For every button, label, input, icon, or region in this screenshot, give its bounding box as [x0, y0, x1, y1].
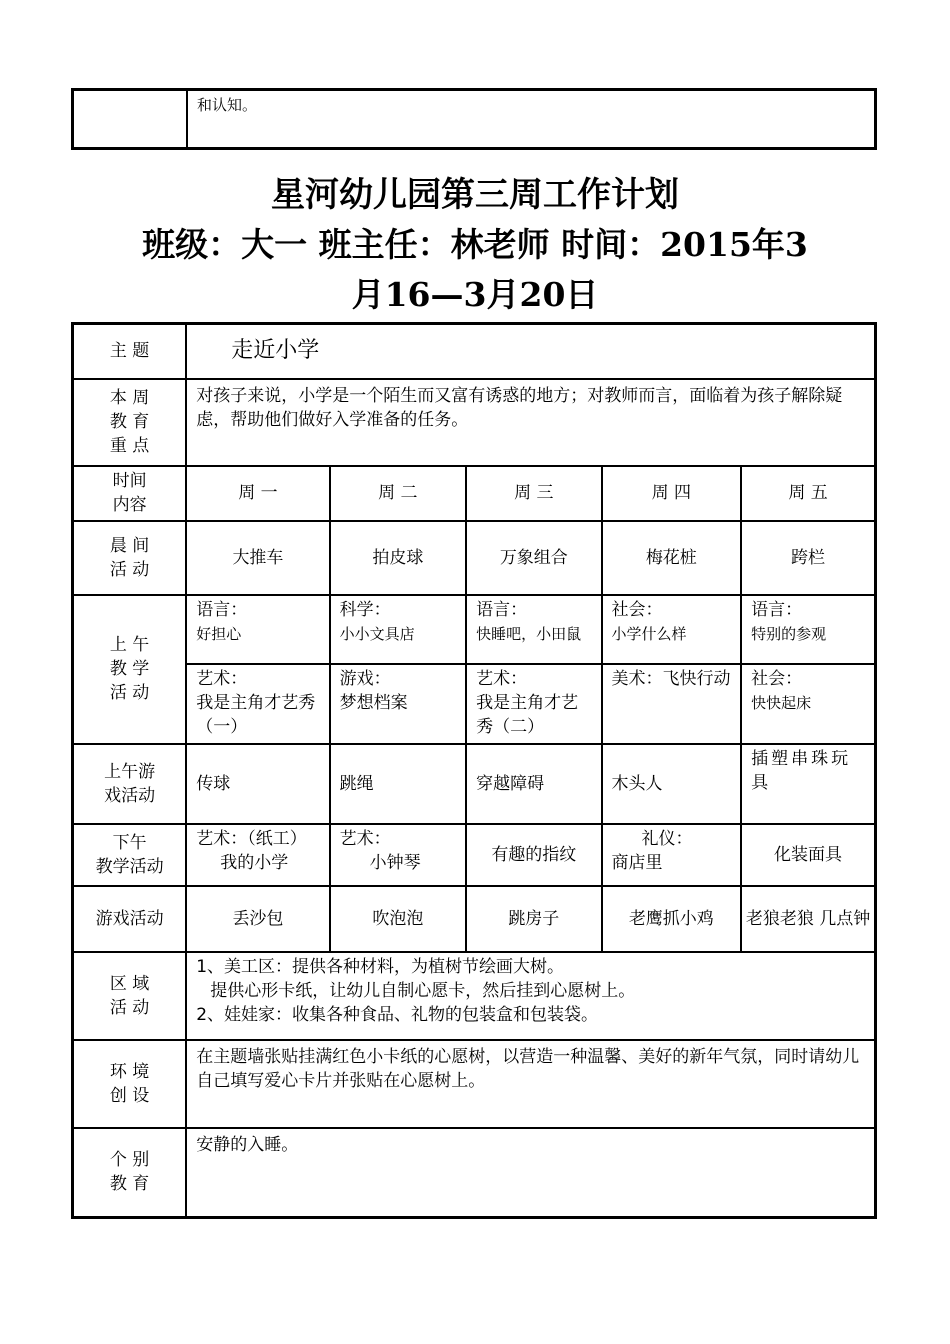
area-row	[73, 952, 876, 1040]
pm-lesson-cell: 艺术：（纸工） 我的小学	[186, 824, 329, 886]
environment-row	[73, 1040, 876, 1128]
morning-row	[73, 521, 876, 595]
morning-activity: 万象组合	[466, 521, 601, 595]
morning-activity: 梅花桩	[602, 521, 742, 595]
pm-lesson-cell: 礼仪： 商店里	[602, 824, 742, 886]
day-header: 周 二	[330, 466, 466, 521]
am-lesson-cell: 语言： 好担心	[186, 595, 329, 664]
days-row	[73, 466, 876, 521]
am-game-row	[73, 744, 876, 824]
area-label: 区 域 活 动	[73, 952, 187, 1040]
theme-label: 主 题	[73, 324, 187, 379]
am-lesson-cell: 语言： 快睡吧，小田鼠	[466, 595, 601, 664]
top-content-cell: 和认知。	[187, 90, 876, 149]
pm-teach-row	[73, 824, 876, 886]
day-header: 周 一	[186, 466, 329, 521]
game-label: 游戏活动	[73, 886, 187, 952]
individual-label: 个 别 教 育	[73, 1128, 187, 1218]
day-header: 周 五	[741, 466, 875, 521]
time-content-label: 时间 内容	[73, 466, 187, 521]
game-cell: 跳房子	[466, 886, 601, 952]
am-teach-row-1	[73, 595, 876, 664]
am-lesson-cell: 美术：飞快行动	[602, 664, 742, 744]
am-game-label: 上午游 戏活动	[73, 744, 187, 824]
morning-activity: 跨栏	[741, 521, 875, 595]
morning-activity: 拍皮球	[330, 521, 466, 595]
am-lesson-cell: 艺术： 我是主角才艺秀（一）	[186, 664, 329, 744]
date-range-line: 月16—3月20日	[351, 275, 599, 314]
pm-lesson-cell: 化装面具	[741, 824, 875, 886]
am-game-cell: 插塑串珠玩具	[741, 744, 875, 824]
pm-teach-label: 下午 教学活动	[73, 824, 187, 886]
am-lesson-cell: 社会： 快快起床	[741, 664, 875, 744]
game-row	[73, 886, 876, 952]
pm-lesson-cell: 艺术： 小钟琴	[330, 824, 466, 886]
am-teach-row-2	[73, 664, 876, 744]
am-lesson-cell: 游戏： 梦想档案	[330, 664, 466, 744]
pm-lesson-cell: 有趣的指纹	[466, 824, 601, 886]
am-lesson-cell: 社会： 小学什么样	[602, 595, 742, 664]
environment-label: 环 境 创 设	[73, 1040, 187, 1128]
previous-page-table	[71, 88, 877, 150]
theme-row	[73, 324, 876, 379]
empty-label-cell	[73, 90, 188, 149]
individual-text: 安静的入睡。	[186, 1128, 875, 1218]
day-header: 周 四	[602, 466, 742, 521]
area-content: 1、美工区：提供各种材料，为植树节绘画大树。 提供心形卡纸，让幼儿自制心愿卡，然后挂到心愿树上。 2、娃娃家：收集各种食品、礼物的包装盒和包装袋。	[186, 952, 875, 1040]
game-cell: 丢沙包	[186, 886, 329, 952]
am-game-cell: 跳绳	[330, 744, 466, 824]
am-lesson-cell: 语言： 特别的参观	[741, 595, 875, 664]
class-info-line: 班级：大一 班主任：林老师 时间：2015年3	[142, 225, 808, 264]
focus-label: 本 周 教 育 重 点	[73, 379, 187, 466]
focus-text: 对孩子来说，小学是一个陌生而又富有诱惑的地方；对教师而言，面临着为孩子解除疑虑，帮助他们做好入学准备的任务。	[186, 379, 875, 466]
game-cell: 老狼老狼 几点钟	[741, 886, 875, 952]
am-teach-label: 上 午 教 学 活 动	[73, 595, 187, 744]
plan-title: 星河幼儿园第三周工作计划	[271, 175, 679, 215]
individual-row	[73, 1128, 876, 1218]
environment-text: 在主题墙张贴挂满红色小卡纸的心愿树，以营造一种温馨、美好的新年气氛，同时请幼儿自己填写爱心卡片并张贴在心愿树上。	[186, 1040, 875, 1128]
am-game-cell: 传球	[186, 744, 329, 824]
focus-row	[73, 379, 876, 466]
am-lesson-cell: 艺术： 我是主角才艺秀（二）	[466, 664, 601, 744]
game-cell: 吹泡泡	[330, 886, 466, 952]
morning-activity: 大推车	[186, 521, 329, 595]
theme-value: 走近小学	[186, 324, 875, 379]
weekly-plan-table	[71, 322, 877, 1219]
day-header: 周 三	[466, 466, 601, 521]
am-lesson-cell: 科学： 小小文具店	[330, 595, 466, 664]
game-cell: 老鹰抓小鸡	[602, 886, 742, 952]
am-game-cell: 穿越障碍	[466, 744, 601, 824]
am-game-cell: 木头人	[602, 744, 742, 824]
morning-label: 晨 间 活 动	[73, 521, 187, 595]
